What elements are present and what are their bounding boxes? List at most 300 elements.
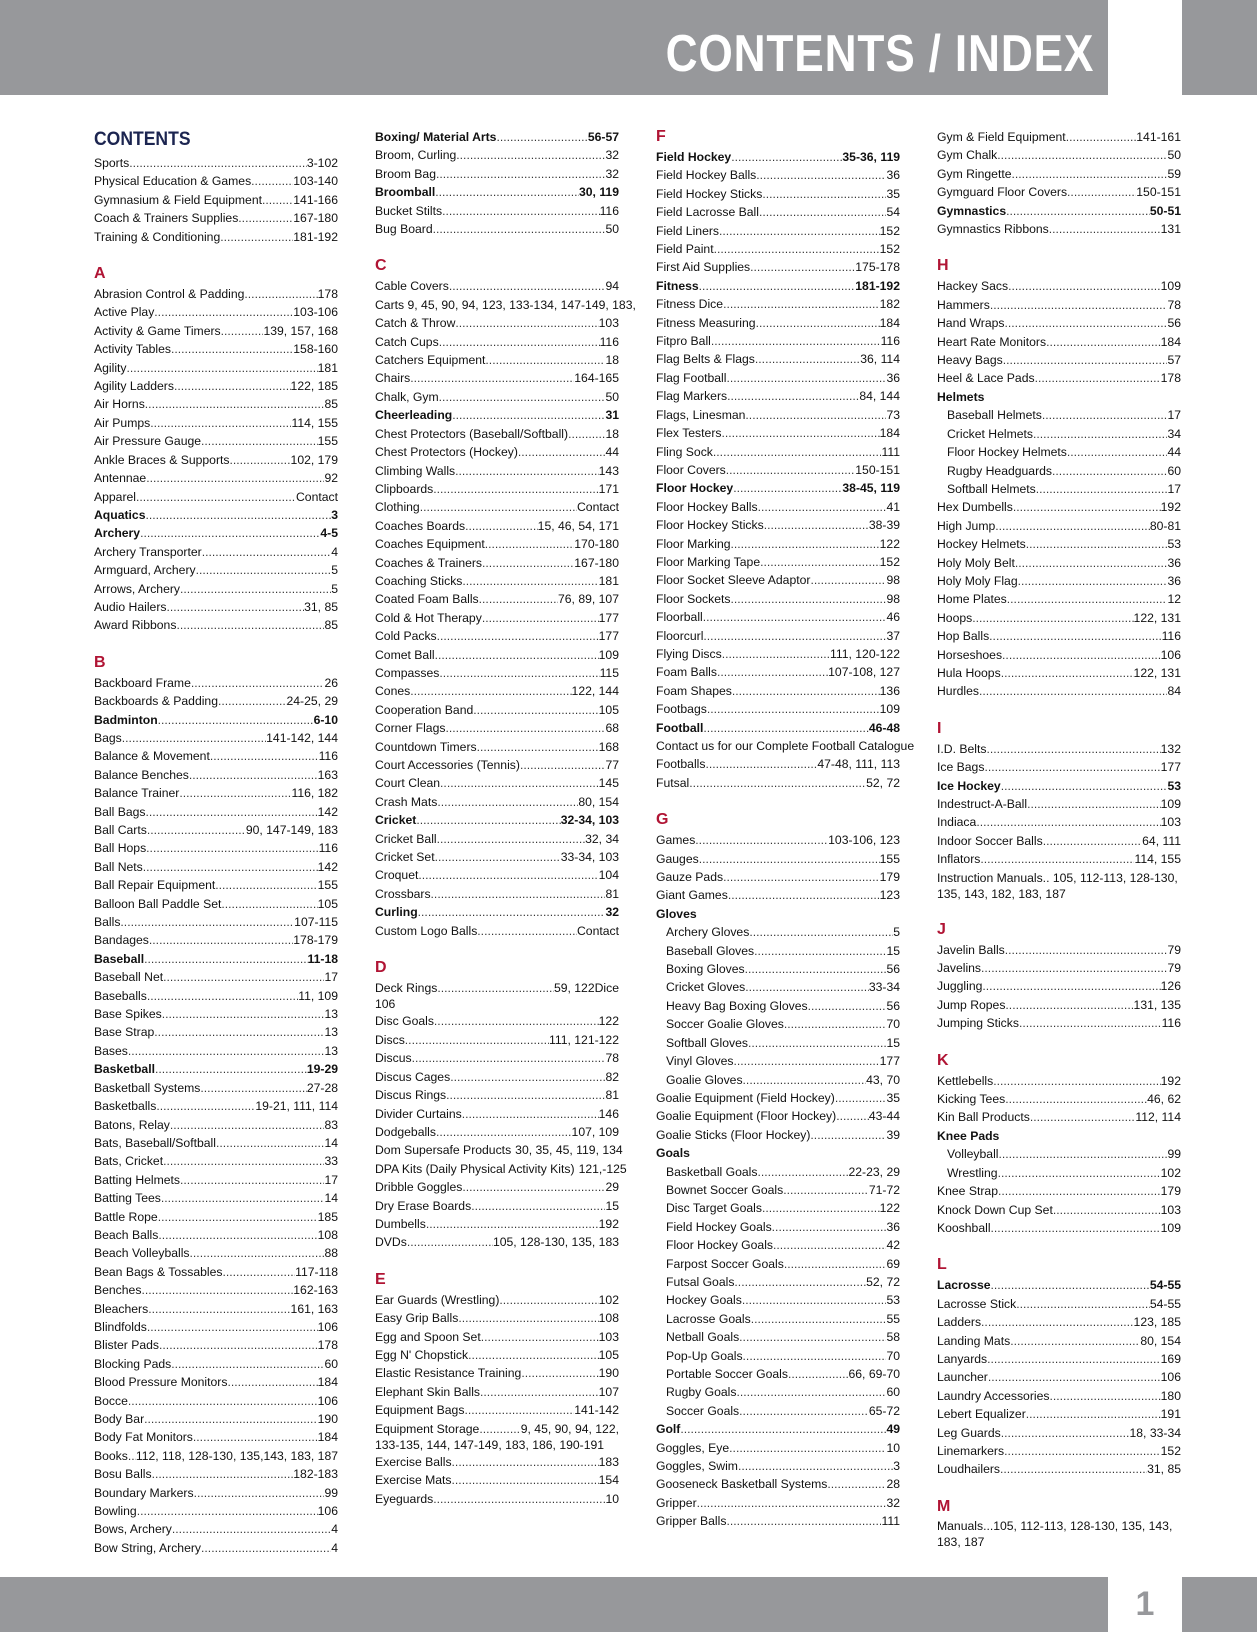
entry-pages: 26 xyxy=(324,675,338,690)
index-entry xyxy=(937,277,1181,295)
index-entry xyxy=(937,351,1181,369)
entry-topic: Dumbells xyxy=(375,1216,426,1231)
dot-leader xyxy=(1001,1424,1130,1442)
entry-pages: 192 xyxy=(1160,500,1181,515)
dot-leader xyxy=(136,488,296,506)
entry-topic: Bats, Baseball/Softball xyxy=(94,1135,216,1150)
index-entry xyxy=(375,922,619,940)
index-entry xyxy=(937,220,1181,238)
entry-pages: 56 xyxy=(1167,316,1181,331)
dot-leader xyxy=(788,1365,849,1383)
entry-topic: Rugby Headguards xyxy=(947,463,1053,478)
entry-pages: 116 xyxy=(318,841,338,856)
dot-leader xyxy=(699,850,880,868)
entry-pages: 49 xyxy=(886,1422,900,1437)
index-entry xyxy=(937,1295,1181,1313)
entry-topic: Indoor Soccer Balls xyxy=(937,833,1043,848)
index-entry xyxy=(937,740,1181,758)
index-entry xyxy=(375,1291,619,1309)
entry-topic: Cold Packs xyxy=(375,629,437,644)
dot-leader xyxy=(480,1383,599,1401)
index-entry xyxy=(656,443,900,461)
index-entry xyxy=(937,1182,1181,1200)
index-letter-section xyxy=(375,1271,619,1508)
entry-pages: 46, 62 xyxy=(1147,1092,1181,1107)
entry-pages: 184 xyxy=(317,1375,338,1390)
entry-topic: Heart Rate Monitors xyxy=(937,334,1047,349)
entry-pages: 17 xyxy=(324,970,338,985)
dot-leader xyxy=(412,1049,606,1067)
entry-pages: 106 xyxy=(317,1393,338,1408)
entry-topic: Ball Bags xyxy=(94,804,146,819)
entry-topic: Ice Hockey xyxy=(937,778,1001,793)
dot-leader xyxy=(435,183,579,201)
entry-pages: 184 xyxy=(879,315,900,330)
entry-topic: Flag Belts & Flags xyxy=(656,352,755,367)
index-entry xyxy=(94,191,338,209)
index-entry xyxy=(94,1281,338,1299)
entry-topic: Linemarkers xyxy=(937,1443,1005,1458)
entry-pages: 90, 147-149, 183 xyxy=(245,823,338,837)
entry-topic: Eyeguards xyxy=(375,1491,434,1506)
entry-topic: Soccer Goals xyxy=(666,1403,740,1418)
dot-leader xyxy=(1005,1090,1147,1108)
index-entry xyxy=(94,987,338,1005)
entry-topic: Cheerleading xyxy=(375,408,453,423)
dot-leader xyxy=(745,406,886,424)
entry-pages: 103-106 xyxy=(293,305,338,320)
entry-topic: Balance Trainer xyxy=(94,786,180,801)
entry-topic: Basketball Goals xyxy=(666,1164,758,1179)
entry-pages: 15 xyxy=(886,943,900,958)
entry-pages: 105 xyxy=(598,1347,619,1362)
entry-pages: 109 xyxy=(1160,279,1181,294)
entry-pages: 41 xyxy=(886,499,900,514)
entry-pages: 3 xyxy=(893,1459,900,1474)
entry-topic: Fitness Measuring xyxy=(656,315,756,330)
entry-pages: 178 xyxy=(1160,371,1181,386)
entry-topic: Golf xyxy=(656,1422,681,1437)
index-letter-heading: G xyxy=(656,811,669,829)
entry-topic: Lanyards xyxy=(937,1351,988,1366)
entry-pages: 139, 157, 168 xyxy=(263,323,338,338)
index-entry xyxy=(375,885,619,903)
index-entry xyxy=(656,645,900,663)
entry-topic: Activity & Game Timers xyxy=(94,323,221,338)
entry-pages: 167-180 xyxy=(293,211,338,226)
index-entry xyxy=(937,682,1181,700)
index-entry xyxy=(656,185,900,203)
entry-pages: 36 xyxy=(886,370,900,385)
index-entry xyxy=(94,1226,338,1244)
index-entry xyxy=(94,1465,338,1483)
entry-topic: Basketball xyxy=(94,1062,155,1077)
entry-pages: 122 xyxy=(598,1014,619,1029)
entry-topic: Field Paint xyxy=(656,242,714,257)
entry-topic: Floor Marking Tape xyxy=(656,554,761,569)
entry-topic: Landing Mats xyxy=(937,1333,1011,1348)
index-entry xyxy=(94,1410,338,1428)
dot-leader xyxy=(137,1502,318,1520)
entry-topic: Deck Rings xyxy=(375,981,438,996)
entry-pages: 11, 109 xyxy=(298,988,338,1003)
index-entry xyxy=(375,351,619,369)
index-entry xyxy=(656,1199,900,1217)
index-entry xyxy=(937,609,1181,627)
dot-leader xyxy=(1003,351,1168,369)
entry-pages: 50 xyxy=(1167,148,1181,163)
entry-topic: Disc Target Goals xyxy=(666,1201,762,1216)
dot-leader xyxy=(808,997,887,1015)
entry-topic: Goalie Equipment (Field Hockey) xyxy=(656,1090,835,1105)
entry-topic: Cricket Set xyxy=(375,850,435,865)
dot-leader xyxy=(420,498,577,516)
entry-topic: Field Lacrosse Ball xyxy=(656,205,759,220)
entry-pages: 54-55 xyxy=(1149,1296,1181,1311)
index-entry xyxy=(937,1387,1181,1405)
entry-pages: 141-161 xyxy=(1136,130,1181,144)
dot-leader xyxy=(984,758,1160,776)
entry-pages: 109 xyxy=(598,647,619,662)
entry-topic: Farpost Soccer Goals xyxy=(666,1256,784,1271)
entry-topic: Bows, Archery xyxy=(94,1522,172,1537)
entry-pages: 15 xyxy=(886,1035,900,1050)
entry-topic: Gymnasium & Field Equipment xyxy=(94,192,262,207)
entry-topic: Boxing Gloves xyxy=(666,962,745,977)
dot-leader xyxy=(479,1420,520,1438)
dot-leader xyxy=(726,461,856,479)
entry-topic: Hula Hoops xyxy=(937,665,1001,680)
index-entry xyxy=(94,340,338,358)
index-entry xyxy=(656,498,900,516)
entry-pages: 191 xyxy=(1160,1407,1181,1422)
entry-pages: 143 xyxy=(598,463,619,478)
entry-topic: Clipboards xyxy=(375,481,434,496)
entry-topic: Beach Volleyballs xyxy=(94,1246,190,1261)
dot-leader xyxy=(452,406,605,424)
index-entry xyxy=(656,424,900,442)
entry-topic: Cooperation Band xyxy=(375,702,474,717)
index-entry xyxy=(937,183,1181,201)
entry-topic: Javelins xyxy=(937,961,982,976)
dot-leader xyxy=(1035,369,1161,387)
entry-topic: Flags, Linesman xyxy=(656,407,746,422)
index-entry xyxy=(937,443,1181,461)
entry-pages: 29 xyxy=(605,1180,619,1195)
entry-topic: Floorball xyxy=(656,610,703,625)
index-entry xyxy=(94,674,338,692)
index-entry xyxy=(937,1313,1181,1331)
entry-topic: Easy Grip Balls xyxy=(375,1311,459,1326)
index-letter-section xyxy=(375,257,636,940)
index-entry xyxy=(375,1160,627,1178)
entry-pages: 19-29 xyxy=(306,1062,338,1077)
dot-leader xyxy=(750,258,855,276)
entry-pages: 80, 154 xyxy=(578,794,619,809)
index-entry xyxy=(937,996,1181,1014)
dot-leader xyxy=(1043,832,1142,850)
entry-topic: Broom Bag xyxy=(375,166,436,181)
entry-pages: 32-34, 103 xyxy=(560,813,619,828)
entry-topic: Knock Down Cup Set xyxy=(937,1202,1053,1217)
entry-topic: Softball Gloves xyxy=(666,1035,748,1050)
dot-leader xyxy=(140,524,320,542)
index-entry xyxy=(375,866,619,884)
index-letter-heading: L xyxy=(937,1256,947,1274)
entry-topic: Knee Strap xyxy=(937,1184,998,1199)
entry-topic: Bats, Cricket xyxy=(94,1154,164,1169)
index-entry xyxy=(656,1255,900,1273)
entry-topic: Holy Moly Belt xyxy=(937,555,1015,570)
dot-leader xyxy=(1013,498,1161,516)
entry-pages: 184 xyxy=(879,426,900,441)
dot-leader xyxy=(481,1328,599,1346)
entry-pages: 79 xyxy=(1167,942,1181,957)
entry-topic: Bandages xyxy=(94,933,149,948)
index-entry xyxy=(375,756,619,774)
entry-pages: 122, 131 xyxy=(1133,665,1181,680)
entry-topic: Award Ribbons xyxy=(94,618,177,633)
dot-leader xyxy=(731,148,842,166)
index-entry xyxy=(375,646,619,664)
index-entry xyxy=(656,571,900,589)
index-column-1 xyxy=(94,128,338,1576)
index-entry xyxy=(375,1105,619,1123)
entry-pages: 182-183 xyxy=(293,1467,338,1482)
index-entry xyxy=(656,350,900,368)
entry-pages: 183 xyxy=(598,1455,619,1469)
entry-topic: Coaching Sticks xyxy=(375,573,463,588)
dot-leader xyxy=(1010,1332,1140,1350)
dot-leader xyxy=(437,830,585,848)
index-entry xyxy=(375,1401,619,1419)
entry-pages: 184 xyxy=(1160,334,1181,349)
dot-leader xyxy=(727,387,859,405)
dot-leader xyxy=(743,1071,867,1089)
entry-pages: 15, 46, 54, 171 xyxy=(537,518,619,533)
page-title: CONTENTS / INDEX xyxy=(665,25,1094,83)
dot-leader xyxy=(703,608,887,626)
entry-pages: 105 xyxy=(598,702,619,717)
entry-pages: 116, 182 xyxy=(291,786,338,801)
dot-leader xyxy=(452,1471,599,1489)
entry-topic: Hurdles xyxy=(937,684,979,699)
dot-leader xyxy=(464,1401,574,1419)
entry-pages: 53 xyxy=(886,1293,900,1308)
index-entry xyxy=(375,443,619,461)
entry-topic: Ball Carts xyxy=(94,823,147,837)
entry-pages: 141-142 xyxy=(574,1403,619,1418)
dot-leader xyxy=(699,277,856,295)
index-entry xyxy=(375,1420,619,1438)
index-entry xyxy=(94,1447,338,1465)
entry-pages: 11-18 xyxy=(307,951,338,966)
entry-pages: 35 xyxy=(886,1090,900,1105)
dot-leader xyxy=(450,1068,605,1086)
entry-pages: 116 xyxy=(599,334,619,349)
dot-leader xyxy=(410,369,574,387)
entry-topic: Flag Football xyxy=(656,370,727,385)
entry-pages: 180 xyxy=(1160,1388,1181,1403)
entry-pages: 36 xyxy=(886,1219,900,1234)
index-entry xyxy=(656,1107,900,1125)
entry-pages: 36, 114 xyxy=(860,352,900,367)
index-entry xyxy=(656,608,900,626)
index-entry xyxy=(656,719,900,737)
entry-topic: Chest Protectors (Hockey) xyxy=(375,445,518,460)
dot-leader xyxy=(733,479,842,497)
entry-topic: Blood Pressure Monitors xyxy=(94,1375,228,1390)
index-entry xyxy=(375,183,619,201)
dot-leader xyxy=(711,332,881,350)
entry-pages: 13 xyxy=(324,1043,338,1058)
entry-topic: Archery Gloves xyxy=(666,925,750,940)
dot-leader xyxy=(987,1350,1161,1368)
index-letter-heading: J xyxy=(937,920,946,938)
index-entry xyxy=(937,369,1181,387)
entry-topic: Launcher xyxy=(937,1370,988,1385)
index-entry xyxy=(94,561,338,579)
dot-leader xyxy=(762,185,886,203)
entry-pages: 82 xyxy=(605,1069,619,1084)
entry-topic: Broomball xyxy=(375,185,436,200)
entry-topic: Ear Guards (Wrestling) xyxy=(375,1292,500,1307)
entry-topic: Backboard Frame xyxy=(94,675,191,690)
entry-topic: Elephant Skin Balls xyxy=(375,1384,481,1399)
index-entry xyxy=(656,203,900,221)
index-entry xyxy=(375,1086,619,1104)
index-entry xyxy=(375,146,619,164)
entry-pages: 185 xyxy=(317,1209,338,1224)
dot-leader xyxy=(171,340,293,358)
index-entry xyxy=(375,388,619,406)
entry-topic: Aquatics xyxy=(94,507,146,522)
index-entry: Carts 9, 45, 90, 94, 123, 133-134, 147-149, 183, xyxy=(375,297,636,312)
dot-leader xyxy=(146,839,318,857)
entry-pages: 116 xyxy=(318,749,338,764)
entry-topic: Bleachers xyxy=(94,1301,149,1316)
entry-pages: 152 xyxy=(879,242,900,257)
entry-pages: 64, 111 xyxy=(1142,833,1181,848)
entry-topic: Futsal Goals xyxy=(666,1274,735,1289)
entry-pages: 146 xyxy=(598,1106,619,1121)
entry-pages: 79 xyxy=(1167,961,1181,976)
contents-section xyxy=(94,128,338,246)
dot-leader xyxy=(1006,202,1150,220)
entry-topic: Cold & Hot Therapy xyxy=(375,610,482,625)
dot-leader xyxy=(689,774,866,792)
dot-leader xyxy=(462,1178,605,1196)
dot-leader xyxy=(986,740,1160,758)
entry-pages: 32, 34 xyxy=(585,831,619,846)
entry-pages: 50 xyxy=(605,222,619,237)
dot-leader xyxy=(714,240,880,258)
entry-pages: 175-178 xyxy=(855,260,900,275)
dot-leader xyxy=(201,1539,331,1557)
index-entry xyxy=(656,1310,900,1328)
dot-leader xyxy=(1067,443,1168,461)
index-group-heading: Goals xyxy=(656,1146,690,1161)
index-entry xyxy=(375,1453,619,1471)
index-continued-section xyxy=(375,128,619,238)
dot-leader xyxy=(1004,1442,1161,1460)
index-entry xyxy=(656,831,900,849)
index-entry xyxy=(94,359,338,377)
entry-pages: 32 xyxy=(605,166,619,181)
entry-pages: 18, 33-34 xyxy=(1129,1425,1181,1440)
index-entry xyxy=(656,1439,900,1457)
entry-pages: 60 xyxy=(324,1356,338,1371)
index-letter-heading: C xyxy=(375,257,387,275)
entry-topic: Blocking Pads xyxy=(94,1356,172,1371)
entry-topic: Bosu Balls xyxy=(94,1467,152,1482)
dot-leader xyxy=(129,154,307,172)
entry-pages: 179 xyxy=(1160,1184,1181,1199)
entry-topic: Hex Dumbells xyxy=(937,500,1013,515)
entry-pages: 177 xyxy=(598,629,619,644)
index-entry xyxy=(937,128,1181,146)
dot-leader xyxy=(144,950,307,968)
index-entry xyxy=(375,277,619,295)
entry-pages: 177 xyxy=(598,610,619,625)
dot-leader xyxy=(201,432,318,450)
dot-leader xyxy=(1027,795,1161,813)
dot-leader xyxy=(189,766,318,784)
header-bar xyxy=(0,0,1108,95)
dot-leader xyxy=(176,616,324,634)
dot-leader xyxy=(764,516,869,534)
index-entry xyxy=(937,850,1181,868)
entry-topic: Air Pressure Gauge xyxy=(94,434,202,449)
dot-leader xyxy=(442,202,600,220)
index-entry xyxy=(94,1336,338,1354)
index-entry xyxy=(656,332,900,350)
entry-pages: Contact xyxy=(295,489,338,504)
entry-topic: Cricket xyxy=(375,813,417,828)
dot-leader xyxy=(482,609,599,627)
entry-pages: 112, 114 xyxy=(1135,1110,1181,1125)
entry-topic: Bags xyxy=(94,730,122,745)
dot-leader xyxy=(462,572,598,590)
entry-pages: 145 xyxy=(598,776,619,791)
entry-topic: Heel & Lace Pads xyxy=(937,371,1035,386)
entry-pages: 158-160 xyxy=(293,342,338,357)
entry-pages: 94 xyxy=(605,279,619,294)
entry-pages: 50 xyxy=(605,389,619,404)
index-entry xyxy=(656,627,900,645)
entry-pages: 6-10 xyxy=(313,712,338,727)
index-entry xyxy=(937,554,1181,572)
entry-pages: 5 xyxy=(331,563,338,578)
entry-topic: Games xyxy=(656,833,696,848)
entry-topic: Audio Hailers xyxy=(94,599,167,614)
entry-topic: Ladders xyxy=(937,1315,982,1330)
entry-pages: 71-72 xyxy=(868,1182,900,1197)
entry-topic: Equipment Storage xyxy=(375,1421,480,1436)
dot-leader xyxy=(1042,406,1168,424)
index-entry xyxy=(656,1089,900,1107)
dot-leader xyxy=(1033,425,1167,443)
dot-leader xyxy=(238,209,293,227)
dot-leader xyxy=(128,1392,318,1410)
index-entry xyxy=(375,979,619,997)
dot-leader xyxy=(748,1034,886,1052)
dot-leader xyxy=(722,645,830,663)
entry-pages: 104 xyxy=(598,868,619,883)
entry-topic: Gripper Balls xyxy=(656,1514,727,1529)
index-entry xyxy=(937,1072,1181,1090)
dot-leader xyxy=(200,1079,306,1097)
